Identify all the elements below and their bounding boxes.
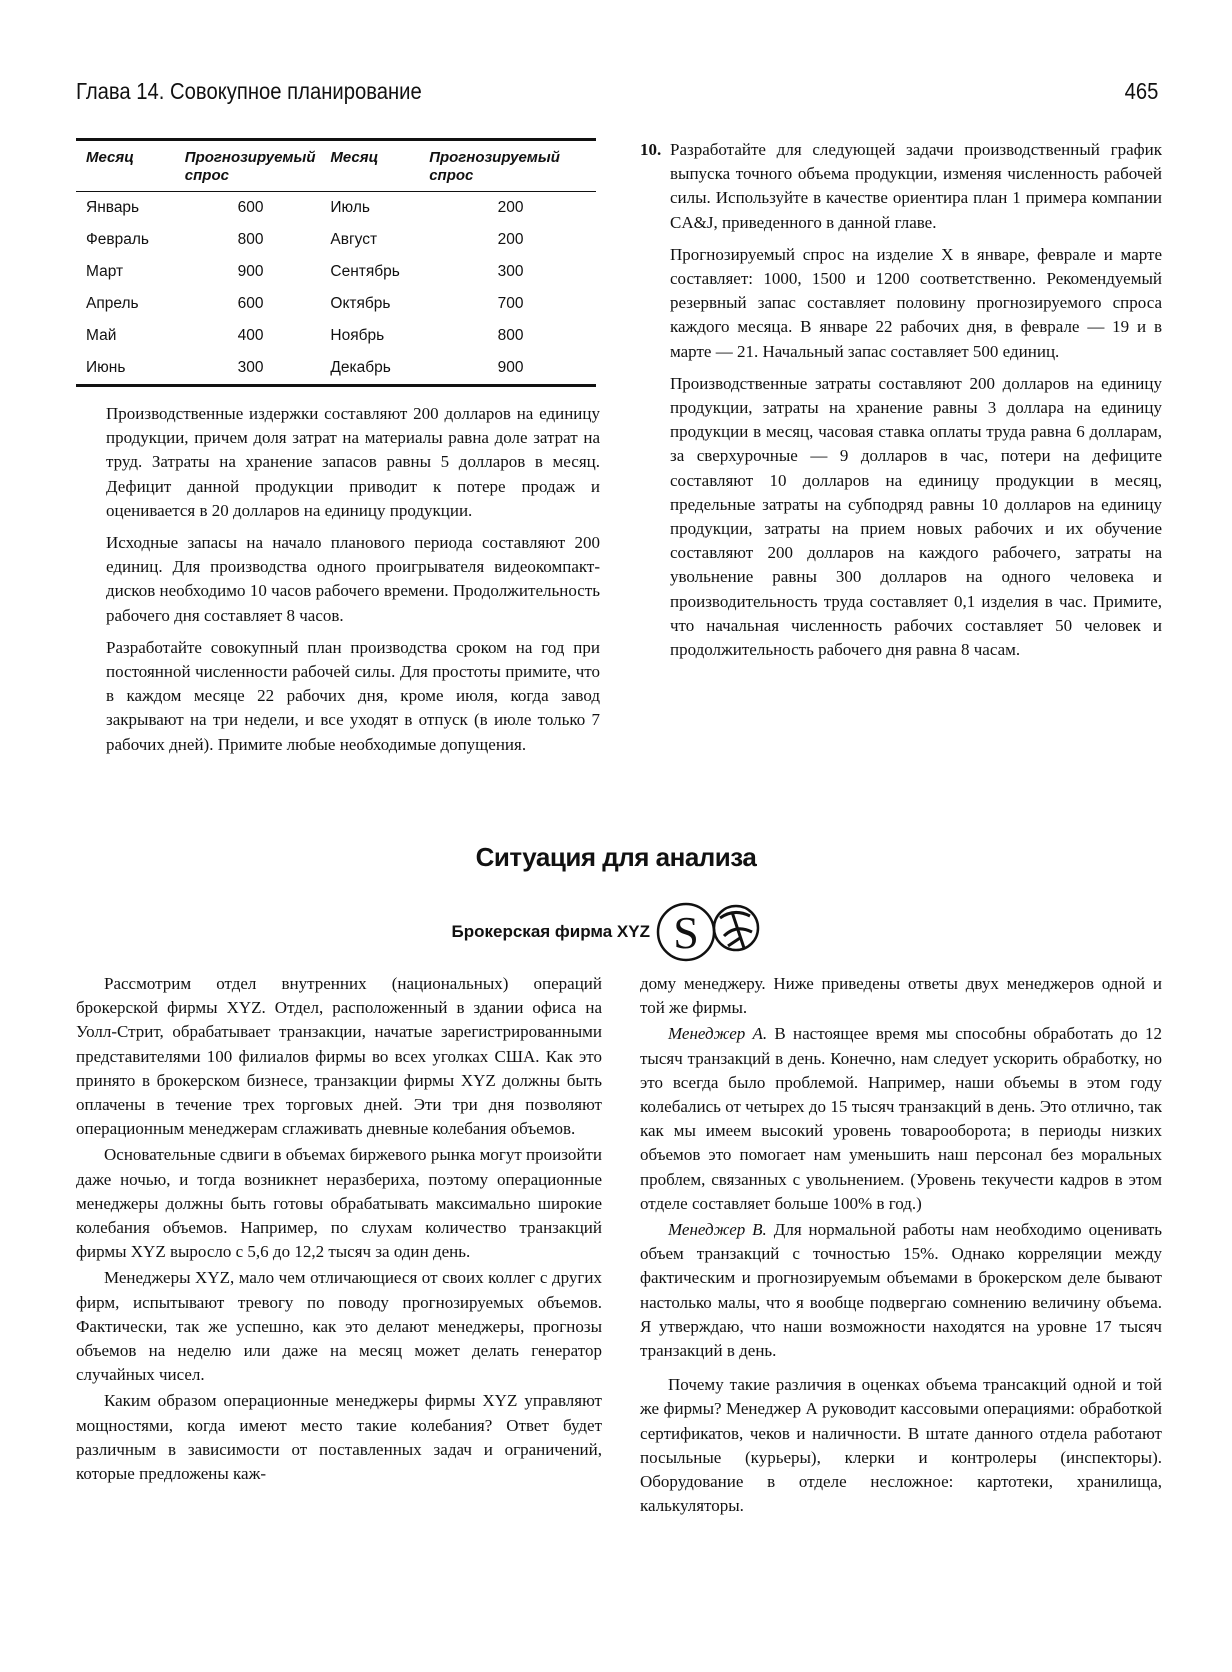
case-logo-icon (654, 888, 766, 968)
table-cell: 300 (237, 359, 264, 376)
manager-a-text: В настоящее время мы способны обработать до 12 тысяч транзакций в день. Конечно, нам следует ускорить обработку, но это всегда было проблемой. Например, наши объемы в этом году колебались от четырех до 15 тысяч транзакций в день. Это отлично, так как мы имеем высокий уровень товарооборота; в периоды низких объемов это помогает нам уменьшить наш персонал без моральных проблем, связанных с увольнением. (Уровень текучести кадров в этом отделе составляет больше 100% в год.) (640, 1024, 1162, 1213)
column-header: Месяц (86, 149, 134, 166)
paragraph: Почему такие различия в оценках объема трансакций одной и той же фирмы? Менеджер А руководит кассовыми операциями: обработкой сертификатов, чеков и наличности. В штате данного отдела работают посыльные (курьеры), клерки и контролеры (инспекторы). Оборудование в отделе несложное: картотеки, хранилища, калькуляторы. (640, 1375, 1162, 1516)
table-row (76, 256, 596, 288)
table-cell: 600 (237, 199, 264, 216)
case-left-column (76, 972, 602, 1488)
manager-a-label: Менеджер А. (668, 1024, 768, 1044)
paragraph: Основательные сдвиги в объемах биржевого рынка могут произойти даже ночью, и тогда возникнет неразбериха, поэтому операционные менеджеры должны быть готовы обрабатывать максимально широкие колебания объемов. Например, по слухам количество транзакций фирмы XYZ выросло с 5,6 до 12,2 тысяч за один день. (76, 1145, 602, 1262)
table-header-row (76, 140, 596, 192)
table-cell: 400 (237, 327, 264, 344)
table-cell: Февраль (86, 231, 149, 248)
case-right-column (640, 972, 1162, 1520)
paragraph: Исходные запасы на начало планового периода составляют 200 единиц. Для производства одного проигрывателя видеокомпакт-дисков необходимо 10 часов рабочего времени. Продолжительность рабочего дня составляет 8 часов. (106, 533, 600, 625)
table-row (76, 352, 596, 386)
table-row (76, 224, 596, 256)
exercise-item (640, 138, 1162, 243)
manager-b-text: Для нормальной работы нам необходимо оценивать объем транзакций с точностью 15%. Однако корреляции между фактическим и прогнозируемым объемами в брокерском деле бывают настолько малы, что я вообще подвергаю сомнению величину объема. Я утверждаю, что наши возможности находятся на уровне 17 тысяч транзакций в день. (640, 1220, 1163, 1361)
table-row (76, 320, 596, 352)
table-cell: Декабрь (330, 359, 391, 376)
column-header: Прогнозируемый спрос (429, 149, 560, 184)
table-cell: Ноябрь (330, 327, 385, 344)
table-cell: 900 (497, 359, 524, 376)
table-cell: Январь (86, 199, 140, 216)
table-cell: 700 (497, 295, 524, 312)
demand-table-wrap (76, 138, 596, 387)
table-cell: 900 (237, 263, 264, 280)
paragraph: Рассмотрим отдел внутренних (национальных) операций брокерской фирмы XYZ. Отдел, расположенный в здании офиса на Уолл-Стрит, обрабатывает транзакции, начатые зарегистрированными представителями 100 филиалов фирмы во всех уголках США. Как это принято в брокерском бизнесе, транзакции фирмы XYZ должны быть оплачены в течение трех торговых дней. Эти три дня позволяют операционным менеджерам сглаживать дневные колебания объемов. (76, 974, 602, 1139)
page-number: 465 (1124, 78, 1158, 104)
manager-b-label: Менеджер В. (668, 1220, 767, 1240)
paragraph: Прогнозируемый спрос на изделие X в январе, феврале и марте составляет: 1000, 1500 и 1200 соответственно. Рекомендуемый резервный запас составляет половину прогнозируемого спроса каждого месяца. В январе 22 рабочих дня, в феврале — 19 и в марте — 21. Начальный запас составляет 500 единиц. (670, 244, 1162, 361)
table-cell: 600 (237, 295, 264, 312)
manager-b-paragraph (640, 1218, 1162, 1363)
exercise-10 (640, 138, 1162, 670)
column-header: Месяц (330, 149, 379, 166)
section-title: Ситуация для анализа (475, 842, 757, 872)
table-cell: 800 (237, 231, 264, 248)
exercise-text: Разработайте для следующей задачи производственный график выпуска точного объема продукции, изменяя численность рабочей силы. Используйте в качестве ориентира план 1 примера компании CA&J, приведенного в данной главе. (670, 140, 1162, 232)
table-cell: 800 (497, 327, 524, 344)
table-cell: Июнь (86, 359, 126, 376)
demand-table (76, 138, 596, 387)
table-row (76, 192, 596, 225)
table-cell: Октябрь (330, 295, 391, 312)
paragraph: Менеджеры XYZ, мало чем отличающиеся от своих коллег с других фирм, испытывают тревогу по поводу прогнозируемых объемов. Фактически, так же успешно, как это делают менеджеры, прогнозы объемов на неделю или даже на месяц может делать генератор случайных чисел. (76, 1268, 602, 1385)
table-cell: Апрель (86, 295, 139, 312)
exercise-number: 10. (640, 140, 662, 159)
exercise-continuation (106, 402, 600, 765)
paragraph: Разработайте совокупный план производства сроком на год при постоянной численности рабочей силы. Для простоты примите, что в каждом месяце 22 рабочих дня, кроме июля, когда завод закрывают на три недели, и все уходят в отпуск (в июле только 7 рабочих дней). Примите любые необходимые допущения. (106, 637, 600, 754)
paragraph: Производственные издержки составляют 200 долларов на единицу продукции, причем доля затрат на материалы равна доле затрат на труд. Затраты на хранение запасов равны 5 долларов в месяц. Дефицит данной продукции приводит к потере продаж и оценивается в 20 долларов на единицу продукции. (106, 404, 600, 520)
column-header: Прогнозируемый спрос (184, 149, 316, 184)
paragraph: Каким образом операционные менеджеры фирмы XYZ управляют мощностями, когда имеют место такие колебания? Ответ будет различным в зависимости от поставленных задач и ограничений, которые предложены каж- (76, 1391, 602, 1484)
table-row (76, 288, 596, 320)
table-cell: 200 (497, 231, 524, 248)
case-subtitle: Брокерская фирма XYZ (451, 922, 650, 941)
paragraph: Производственные затраты составляют 200 долларов на единицу продукции, затраты на хранение равны 3 доллара на единицу продукции в месяц, часовая ставка оплаты труда равна 6 долларам, за сверхурочные — 9 долларов в час, потери на дефиците составляют 10 долларов на единицу продукции в месяц, предельные затраты на субподряд равны 10 долларов на единицу продукции, затраты на прием новых рабочих и их обучение составляют 200 долларов на каждого рабочего, затраты на увольнение равны 300 долларов на одного человека и производительность труда составляет 0,1 изделия в час. Примите, что начальная численность рабочих составляет 50 человек и продолжительность рабочего дня равна 8 часам. (670, 373, 1162, 660)
table-cell: Август (330, 231, 378, 248)
logo-letter: S (673, 907, 699, 958)
manager-a-paragraph (640, 1022, 1162, 1216)
table-cell: 200 (497, 199, 524, 216)
running-head (76, 78, 1158, 118)
chapter-title: Глава 14. Совокупное планирование (76, 78, 422, 104)
table-cell: 300 (497, 263, 524, 280)
table-cell: Март (86, 263, 124, 280)
table-cell: Сентябрь (330, 263, 400, 280)
table-cell: Июль (330, 199, 370, 216)
paragraph: дому менеджеру. Ниже приведены ответы двух менеджеров одной и той же фирмы. (640, 974, 1162, 1018)
table-cell: Май (86, 327, 117, 344)
